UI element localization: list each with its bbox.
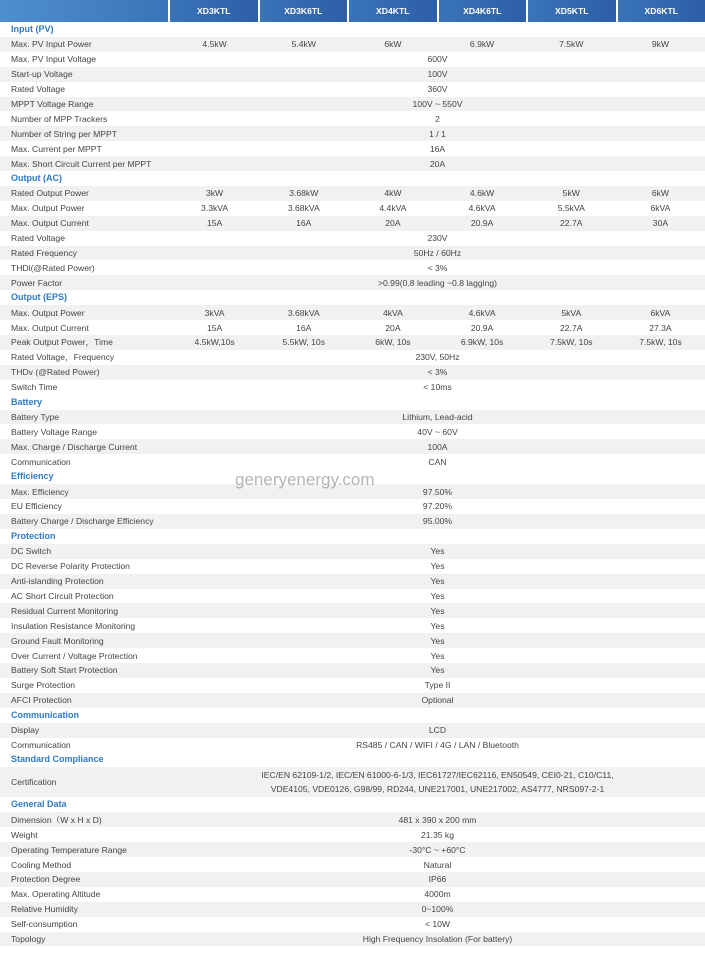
cell-value: 7.5kW [559, 39, 584, 50]
spec-section [0, 171, 705, 290]
watermark: generyenergy.com [235, 470, 375, 489]
cell-value: 15A [206, 218, 223, 229]
cell-value-spanning [170, 546, 705, 556]
model-header: XD6KTL [618, 0, 705, 22]
table-row [0, 603, 705, 618]
value-line: Yes [430, 576, 445, 587]
table-row [0, 618, 705, 633]
table-row [0, 887, 705, 902]
cell-value: 9kW [651, 39, 670, 50]
cell-value: 20A [385, 322, 401, 333]
cell-value-spanning [170, 457, 705, 467]
cell-value-spanning [170, 665, 705, 675]
row-label: THDv (@Rated Power) [11, 367, 100, 378]
cell-value: 4kW [384, 188, 402, 199]
cell-value: 5.5kW, 10s [282, 337, 326, 348]
table-row [0, 216, 705, 231]
table-row [0, 514, 705, 529]
cell-value: 5.4kW [291, 39, 316, 50]
cell-value: 3.68kVA [287, 307, 320, 318]
row-label: Max. PV Input Voltage [11, 54, 97, 65]
row-label: Display [11, 725, 40, 736]
value-line: RS485 / CAN / WIFI / 4G / LAN / Bluetooth [356, 739, 519, 750]
table-row [0, 723, 705, 738]
row-label: Max. Output Power [11, 203, 85, 214]
table-row [0, 141, 705, 156]
value-line: 0~100% [421, 904, 454, 915]
value-line: Yes [430, 561, 445, 572]
spec-section [0, 708, 705, 753]
value-line: 1 / 1 [429, 128, 446, 139]
row-label: Operating Temperature Range [11, 844, 127, 855]
table-row [0, 902, 705, 917]
table-row [0, 648, 705, 663]
cell-value: 20A [385, 218, 401, 229]
value-line: 481 x 390 x 200 mm [398, 814, 477, 825]
row-label: Rated Voltage，Frequency [11, 352, 115, 363]
row-label: AC Short Circuit Protection [11, 590, 114, 601]
table-row [0, 678, 705, 693]
table-row [0, 380, 705, 395]
cell-value-spanning [170, 725, 705, 735]
row-label: Dimension（W x H x D) [11, 814, 102, 825]
table-row [0, 246, 705, 261]
model-header: XD4KTL [349, 0, 437, 22]
cell-value-spanning [170, 412, 705, 422]
row-label: THDi(@Rated Power) [11, 262, 95, 273]
row-label: Certification [11, 777, 57, 788]
cell-value: 6kW, 10s [375, 337, 411, 348]
cell-value: 4.5kW,10s [194, 337, 235, 348]
row-label: Relative Humidity [11, 904, 78, 915]
row-label: Over Current / Voltage Protection [11, 650, 138, 661]
value-line: 100V [427, 69, 448, 80]
cell-value: 22.7A [560, 218, 583, 229]
row-label: Max. Operating Altitude [11, 889, 101, 900]
table-row [0, 186, 705, 201]
section-title: Output (EPS) [11, 292, 67, 303]
value-line: Yes [430, 605, 445, 616]
row-label: DC Switch [11, 546, 52, 557]
cell-value-spanning [170, 516, 705, 526]
cell-value: 5.5kVA [557, 203, 585, 214]
row-label: Communication [11, 739, 71, 750]
cell-value: 4.4kVA [379, 203, 407, 214]
cell-value: 6.9kW [469, 39, 495, 50]
section-title: Battery [11, 396, 43, 407]
cell-value-spanning [170, 427, 705, 437]
cell-value-spanning [170, 651, 705, 661]
table-row [0, 857, 705, 872]
value-line: < 3% [427, 262, 448, 273]
cell-value-spanning [170, 233, 705, 243]
value-line: Yes [430, 620, 445, 631]
cell-value: 3kW [205, 188, 224, 199]
table-row [0, 499, 705, 514]
cell-value-spanning [170, 830, 705, 840]
row-label: Self-consumption [11, 919, 78, 930]
cell-value: 20.9A [470, 322, 494, 333]
table-row [0, 439, 705, 454]
value-line: VDE4105, VDE0126, G98/99, RD244, UNE217001, UNE217002, AS4777, NRS097-2-1 [270, 784, 605, 795]
table-row [0, 559, 705, 574]
table-row [0, 454, 705, 469]
row-label: Number of String per MPPT [11, 128, 118, 139]
cell-value: 4.6kVA [468, 203, 496, 214]
table-row [0, 574, 705, 589]
table-row [0, 842, 705, 857]
cell-value-spanning [170, 352, 705, 362]
spec-section [0, 797, 705, 946]
cell-value-spanning [170, 114, 705, 124]
section-title: Efficiency [11, 471, 54, 482]
value-line: 21.35 kg [421, 829, 454, 840]
row-label: Max. Short Circuit Current per MPPT [11, 158, 152, 169]
cell-value: 7.5kW, 10s [550, 337, 593, 348]
row-label: Power Factor [11, 277, 63, 288]
table-row [0, 589, 705, 604]
cell-value-spanning [170, 740, 705, 750]
value-line: < 10W [424, 919, 451, 930]
row-label: Max. Output Current [11, 322, 89, 333]
section-title: Standard Compliance [11, 754, 104, 765]
row-label: Start-up Voltage [11, 69, 73, 80]
cell-value-spanning [170, 367, 705, 377]
value-line: 4000m [424, 889, 451, 900]
value-line: 16A [429, 143, 446, 154]
cell-value-spanning [170, 54, 705, 64]
table-row [0, 932, 705, 947]
value-line: 95.00% [422, 516, 453, 527]
header-blank [0, 0, 168, 22]
cell-value-spanning [170, 561, 705, 571]
table-row [0, 827, 705, 842]
table-row [0, 365, 705, 380]
value-line: < 10ms [423, 382, 452, 393]
row-label: Ground Fault Monitoring [11, 635, 104, 646]
model-header: XD4K6TL [439, 0, 527, 22]
table-row [0, 812, 705, 827]
table-row [0, 260, 705, 275]
row-label: Rated Voltage [11, 233, 65, 244]
value-line: Yes [430, 650, 445, 661]
row-label: Weight [11, 829, 38, 840]
row-values [170, 337, 705, 347]
spec-section [0, 752, 705, 797]
value-line: Natural [423, 859, 452, 870]
cell-value-spanning [170, 69, 705, 79]
value-line: 230V [427, 233, 448, 244]
row-label: EU Efficiency [11, 501, 62, 512]
table-row [0, 111, 705, 126]
section-title: Communication [11, 709, 80, 720]
value-line: 360V [427, 84, 448, 95]
row-label: Max. Output Current [11, 218, 89, 229]
value-line: Type II [424, 680, 451, 691]
spec-section [0, 22, 705, 171]
table-row [0, 201, 705, 216]
table-row [0, 738, 705, 753]
cell-value-spanning [170, 278, 705, 288]
row-label: Protection Degree [11, 874, 81, 885]
cell-value-spanning [170, 860, 705, 870]
value-line: Yes [430, 546, 445, 557]
row-label: Peak Output Power，Time [11, 337, 113, 348]
row-label: Rated Voltage [11, 84, 65, 95]
value-line: >0.99(0.8 leading ~0.8 lagging) [378, 277, 497, 288]
value-line: Optional [421, 695, 454, 706]
section-title: Output (AC) [11, 173, 62, 184]
table-row [0, 305, 705, 320]
row-label: Max. Efficiency [11, 486, 69, 497]
row-label: Max. PV Input Power [11, 39, 92, 50]
cell-value: 16A [296, 322, 312, 333]
cell-value: 30A [652, 218, 669, 229]
cell-value: 3.3kVA [201, 203, 229, 214]
cell-value-spanning [170, 934, 705, 944]
cell-value: 4.6kW [469, 188, 495, 199]
cell-value: 22.7A [560, 322, 583, 333]
table-row [0, 350, 705, 365]
cell-value: 3.68kVA [287, 203, 320, 214]
section-title: General Data [11, 799, 67, 810]
cell-value-spanning [170, 889, 705, 899]
cell-value: 5kW [562, 188, 580, 199]
cell-value: 16A [296, 218, 312, 229]
table-row [0, 126, 705, 141]
table-row [0, 320, 705, 335]
row-values [170, 188, 705, 198]
row-label: Surge Protection [11, 680, 76, 691]
row-label: Max. Output Power [11, 307, 85, 318]
cell-value-spanning [170, 768, 705, 796]
value-line: Yes [430, 665, 445, 676]
table-row [0, 67, 705, 82]
cell-value: 6kVA [650, 203, 671, 214]
cell-value: 4.5kW [202, 39, 227, 50]
row-label: AFCI Protection [11, 695, 72, 706]
value-line: Lithium, Lead-acid [402, 412, 473, 423]
table-row [0, 693, 705, 708]
row-label: Battery Charge / Discharge Efficiency [11, 516, 154, 527]
cell-value-spanning [170, 99, 705, 109]
cell-value: 7.5kW, 10s [639, 337, 682, 348]
value-line: 100A [427, 441, 448, 452]
value-line: < 3% [427, 367, 448, 378]
row-label: Max. Charge / Discharge Current [11, 441, 138, 452]
cell-value: 15A [206, 322, 223, 333]
cell-value-spanning [170, 144, 705, 154]
table-row [0, 410, 705, 425]
value-line: 97.50% [422, 486, 453, 497]
value-line: 40V ~ 60V [417, 426, 458, 437]
row-label: Battery Type [11, 412, 60, 423]
value-line: CAN [428, 456, 447, 467]
row-values [170, 218, 705, 228]
row-label: Battery Soft Start Protection [11, 665, 118, 676]
cell-value-spanning [170, 442, 705, 452]
table-row [0, 37, 705, 52]
table-row [0, 52, 705, 67]
value-line: IP66 [428, 874, 447, 885]
cell-value-spanning [170, 501, 705, 511]
cell-value: 3.68kW [289, 188, 319, 199]
cell-value-spanning [170, 159, 705, 169]
cell-value-spanning [170, 636, 705, 646]
model-header: XD5KTL [528, 0, 616, 22]
spec-section [0, 395, 705, 470]
value-line: LCD [428, 725, 447, 736]
table-row [0, 484, 705, 499]
table-row [0, 231, 705, 246]
model-header: XD3K6TL [260, 0, 348, 22]
cell-value-spanning [170, 487, 705, 497]
cell-value-spanning [170, 129, 705, 139]
cell-value-spanning [170, 919, 705, 929]
row-label: Anti-islanding Protection [11, 576, 104, 587]
cell-value: 6kW [384, 39, 402, 50]
row-label: Battery Voltage Range [11, 426, 97, 437]
value-line: Yes [430, 635, 445, 646]
cell-value-spanning [170, 874, 705, 884]
model-header: XD3KTL [170, 0, 258, 22]
value-line: 20A [429, 158, 446, 169]
row-label: Cooling Method [11, 859, 72, 870]
row-label: Max. Current per MPPT [11, 143, 102, 154]
cell-value: 27.3A [649, 322, 672, 333]
cell-value-spanning [170, 84, 705, 94]
cell-value-spanning [170, 621, 705, 631]
row-values [170, 39, 705, 49]
cell-value: 4.6kVA [468, 307, 496, 318]
row-label: Rated Frequency [11, 248, 77, 259]
row-values [170, 323, 705, 333]
table-row [0, 82, 705, 97]
cell-value-spanning [170, 904, 705, 914]
table-row [0, 544, 705, 559]
cell-value: 5kVA [561, 307, 582, 318]
table-header [0, 0, 705, 22]
row-label: Number of MPP Trackers [11, 113, 108, 124]
row-label: DC Reverse Polarity Protection [11, 561, 130, 572]
table-row [0, 335, 705, 350]
spec-section [0, 290, 705, 394]
cell-value: 3kVA [204, 307, 225, 318]
value-line: High Frequency Insolation (For battery) [362, 933, 513, 944]
section-title: Input (PV) [11, 24, 54, 34]
value-line: 600V [427, 54, 448, 65]
row-label: Residual Current Monitoring [11, 605, 118, 616]
value-line: Yes [430, 590, 445, 601]
spec-section [0, 529, 705, 708]
table-row [0, 872, 705, 887]
cell-value: 6kW [651, 188, 670, 199]
table-row [0, 424, 705, 439]
table-row [0, 156, 705, 171]
table-row [0, 767, 705, 797]
value-line: 100V ~ 550V [412, 99, 463, 109]
row-label: MPPT Voltage Range [11, 99, 94, 109]
cell-value: 6.9kW, 10s [460, 337, 504, 348]
cell-value-spanning [170, 845, 705, 855]
cell-value-spanning [170, 695, 705, 705]
cell-value-spanning [170, 263, 705, 273]
cell-value: 20.9A [470, 218, 494, 229]
cell-value-spanning [170, 248, 705, 258]
row-label: Topology [11, 933, 46, 944]
table-row [0, 917, 705, 932]
cell-value-spanning [170, 382, 705, 392]
cell-value-spanning [170, 576, 705, 586]
value-line: -30°C ~ +60°C [409, 844, 466, 855]
spec-section [0, 469, 705, 529]
row-label: Rated Output Power [11, 188, 89, 199]
cell-value-spanning [170, 591, 705, 601]
table-row [0, 97, 705, 112]
table-row [0, 275, 705, 290]
cell-value: 6kVA [650, 307, 671, 318]
table-row [0, 633, 705, 648]
table-row [0, 663, 705, 678]
value-line: 97.20% [422, 501, 453, 512]
row-label: Insulation Resistance Monitoring [11, 620, 136, 631]
cell-value-spanning [170, 680, 705, 690]
cell-value-spanning [170, 606, 705, 616]
section-title: Protection [11, 530, 56, 541]
value-line: 2 [435, 113, 440, 124]
value-line: 230V, 50Hz [415, 352, 460, 363]
row-label: Switch Time [11, 382, 58, 393]
value-line: 50Hz / 60Hz [413, 248, 462, 259]
row-values [170, 203, 705, 213]
cell-value: 4kVA [382, 307, 403, 318]
cell-value-spanning [170, 815, 705, 825]
value-line: IEC/EN 62109-1/2, IEC/EN 61000-6-1/3, IEC61727/IEC62116, EN50549, CEI0-21, C10/C11, [261, 770, 614, 781]
row-values [170, 308, 705, 318]
row-label: Communication [11, 456, 71, 467]
